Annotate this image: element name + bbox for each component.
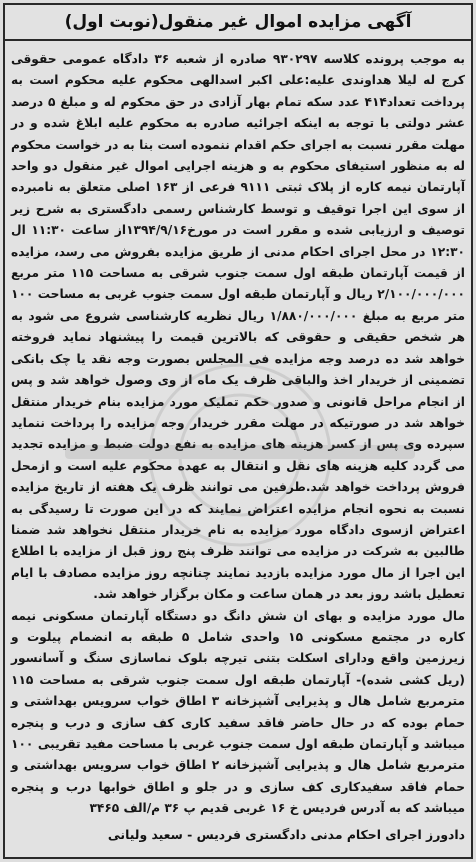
title-bar	[5, 5, 471, 41]
body-paragraph-2: مال مورد مزایده و بهای ان شش دانگ دو دستگاه آپارتمان مسکونی نیمه کاره در مجتمع مسکونی ۱۵ واحدی شامل ۵ طبقه به انضمام پیلوت و زیرزمین واقع ودارای اسکلت بتنی تیرچه بلوک نماسازی سنگ و آسانسور (ریل کشی شده)- آپارتمان طبقه اول سمت جنوب شرقی به مساحت ۱۱۵ مترمربع شامل هال و پذیرایی آشپزخانه ۳ اطاق خواب سرویس بهداشتی و حمام بوده که در حال حاضر فاقد سفید کاری کف سازی و درب و پنجره میباشد و آپارتمان طبقه اول سمت جنوب غربی با مساحت مفید تقریبی ۱۰۰ مترمربع شامل هال و پذیرایی آشپزخانه ۲ اطاق خواب سرویس بهداشتی و حمام فاقد سفیدکاری کف سازی و در جلو و اطاق خوابها درب و پنجره میباشد که به آدرس فردیس خ ۱۶ غربی قدیم پ ۳۶ م/الف ۳۴۶۵	[11, 608, 465, 816]
body-paragraph-1: به موجب پرونده کلاسه ۹۳۰۲۹۷ صادره از شعبه ۳۶ دادگاه عمومی حقوقی کرج له لیلا هداوندی علیه:علی اکبر اسدالهی محکوم علیه محکوم است به پرداخت تعداد۴۱۴ عدد سکه تمام بهار آزادی در حق محکوم له و مبلغ ۵ درصد عشر دولتی با توجه به اینکه اجرائیه صادره به محکوم علیه ابلاغ شده و در مهلت مقرر نسبت به اجرای حکم اقدام ننموده است بنا به در خواست محکوم له به منظور استیفای محکوم به و هزینه اجرایی اموال غیر منقول دو واحد آپارتمان نیمه کاره از پلاک ثبتی ۹۱۱۱ فرعی از ۱۶۳ اصلی متعلق به نامبرده از سوی این اجرا توقیف و توسط کارشناس رسمی دادگستری به شرح زیر توصیف و ارزیابی شده و مقرر است در مورخ۱۳۹۴/۹/۱۶از ساعت ۱۱:۳۰ ال ۱۲:۳۰ در محل اجرای احکام مدنی از طریق مزایده بفروش می رسد، مزایده از قیمت آپارتمان طبقه اول سمت جنوب شرقی به مساحت ۱۱۵ متر مربع ۲/۱۰۰/۰۰۰/۰۰۰ ریال و آپارتمان طبقه اول سمت جنوب غربی به مساحت ۱۰۰ متر مربع به مبلغ ۱/۸۸۰/۰۰۰/۰۰۰ ریال نظریه کارشناسی شروع می شود به هر شخص حقیقی و حقوقی که بالاترین قیمت را پیشنهاد نماید فروخته خواهد شد ده درصد وجه مزایده فی المجلس بصورت وجه نقد یا چک بانکی تضمینی از خریدار اخذ والباقی ظرف یک ماه از وی وصول خواهد شد و پس از انجام مراحل قانونی و صدور حکم تملیک مورد مزایده بنام خریدار منتقل خواهد شد در صورتیکه در مهلت مقرر خریدار وجه مزایده را پرداخت ننماید سپرده وی پس از کسر هزینه های مزایده به نفع دولت ضبط و مزایده تجدید می گردد کلیه هزینه های نقل و انتقال به عهده محکوم علیه است و ازمحل فروش پرداخت خواهد شد.طرفین می توانند ظرف یک هفته از تاریخ مزایده نسبت به نحوه انجام مزایده اعتراض نمایند که در این صورت تا رسیدگی به اعتراض ازسوی دادگاه مورد مزایده به نام خریدار منتقل نخواهد شد ضمنا طالبین به شرکت در مزایده می توانند ظرف پنج روز قبل از مزایده با اطلاع این اجرا از مال مورد مزایده بازدید نمایند چنانچه روز مزایده مصادف با ایام تعطیل باشد روز بعد در همان ساعت و مکان برگزار خواهد شد.	[11, 52, 466, 602]
signature-line: دادورز اجرای احکام مدنی دادگستری فردیس - سعید ولیانی	[107, 827, 465, 842]
notice-title: آگهی مزایده اموال غیر منقول(نوبت اول)	[64, 12, 412, 32]
notice-frame	[3, 3, 473, 859]
notice-body	[11, 49, 466, 816]
